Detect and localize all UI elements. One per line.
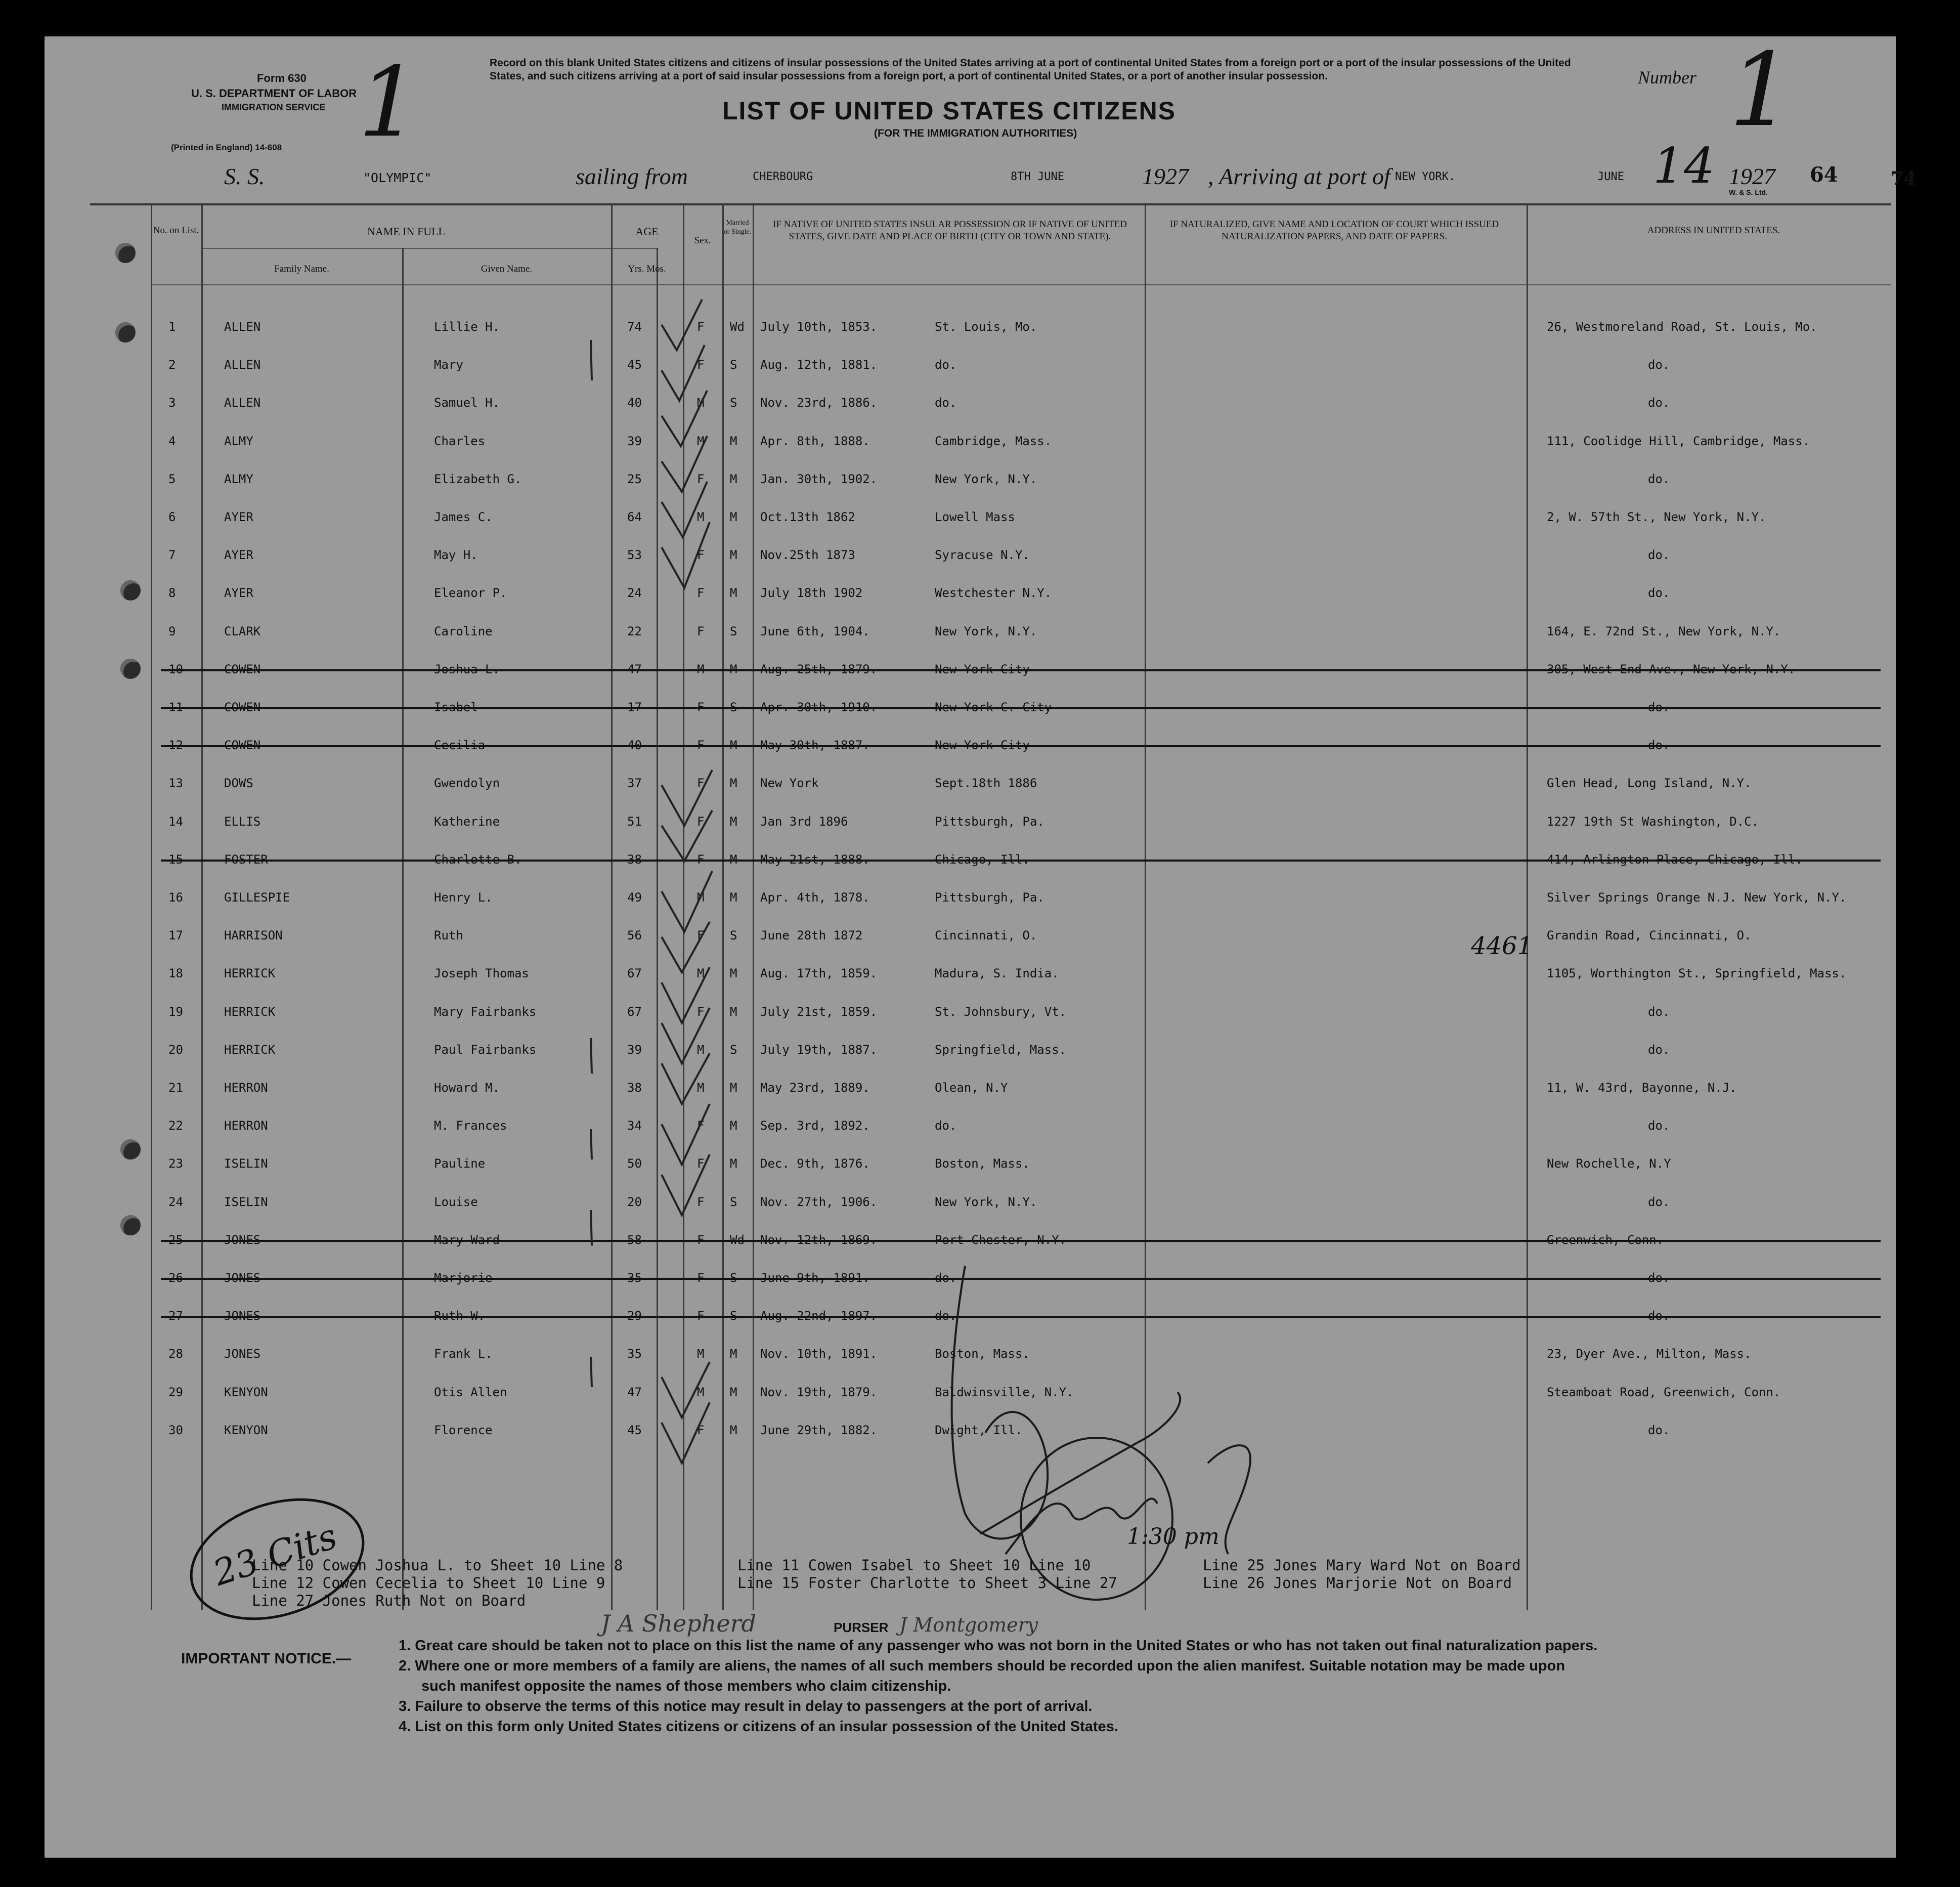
row-number: 30 bbox=[168, 1423, 183, 1437]
given-name: Charles bbox=[434, 434, 486, 448]
row-number: 20 bbox=[168, 1042, 183, 1057]
birth-date: Nov. 10th, 1891. bbox=[760, 1347, 878, 1361]
age: 74 bbox=[627, 320, 642, 334]
stamp-number: 64 bbox=[1810, 163, 1838, 187]
sex: F bbox=[697, 1004, 705, 1019]
marital-status: M bbox=[730, 814, 737, 829]
notice-item-2b: such manifest opposite the names of those members who claim citizenship. bbox=[421, 1678, 951, 1694]
row-number: 13 bbox=[168, 776, 183, 791]
row-number: 24 bbox=[168, 1194, 183, 1209]
punch-hole bbox=[115, 322, 136, 342]
birth-date: Dec. 9th, 1876. bbox=[760, 1156, 870, 1171]
family-name: HERRICK bbox=[224, 1042, 276, 1057]
instruction-text: Record on this blank United States citizens and citizens of insular possessions of the United States arriving at a port of continental United States from a foreign port or a port of the insular possessions of the United States, and such citizens arriving at a port of said insular possessions from a foreign port, a port of continental United States, or a port of another insular possession. bbox=[490, 57, 1571, 82]
punch-hole bbox=[120, 580, 141, 601]
family-name: KENYON bbox=[224, 1385, 268, 1399]
birth-date: Jan. 30th, 1902. bbox=[760, 471, 878, 486]
purser-signature-2: J Montgomery bbox=[899, 1614, 1038, 1636]
given-name: Mary Fairbanks bbox=[434, 1004, 537, 1019]
row-number: 8 bbox=[168, 586, 176, 601]
age: 64 bbox=[627, 510, 642, 524]
birth-place: St. Louis, Mo. bbox=[935, 320, 1037, 334]
age: 45 bbox=[627, 1423, 642, 1437]
purser-signature: J A Shepherd bbox=[601, 1610, 756, 1637]
birth-date: May 23rd, 1889. bbox=[760, 1081, 870, 1095]
age: 49 bbox=[627, 890, 642, 905]
us-address: do. bbox=[1648, 548, 1670, 563]
row-number: 7 bbox=[168, 548, 176, 563]
row-number: 18 bbox=[168, 966, 183, 981]
row-number: 6 bbox=[168, 510, 176, 524]
family-name: ALLEN bbox=[224, 396, 261, 410]
sex: F bbox=[697, 1194, 705, 1209]
marital-status: M bbox=[730, 890, 737, 905]
given-name: Frank L. bbox=[434, 1347, 493, 1361]
us-address: do. bbox=[1648, 1119, 1670, 1133]
family-name: ISELIN bbox=[224, 1194, 268, 1209]
row-number: 16 bbox=[168, 890, 183, 905]
purser-label: PURSER bbox=[834, 1620, 889, 1635]
family-name: ALMY bbox=[224, 471, 253, 486]
birth-place: New York, N.Y. bbox=[935, 624, 1037, 638]
side-number: 74 bbox=[1891, 168, 1917, 189]
birth-place: Baldwinsville, N.Y. bbox=[935, 1385, 1074, 1399]
birth-date: Apr. 8th, 1888. bbox=[760, 434, 870, 448]
col-divider bbox=[402, 248, 404, 1610]
age: 45 bbox=[627, 358, 642, 372]
birth-place: Lowell Mass bbox=[935, 510, 1015, 524]
birth-place: Pittsburgh, Pa. bbox=[935, 814, 1044, 829]
birth-date: June 6th, 1904. bbox=[760, 624, 870, 638]
marital-status: S bbox=[730, 358, 737, 372]
stamp-number-handwritten: 4461 bbox=[1471, 932, 1533, 960]
age: 39 bbox=[627, 434, 642, 448]
handwritten-signature-scribble bbox=[904, 1251, 1360, 1605]
age: 35 bbox=[627, 1347, 642, 1361]
us-address: Grandin Road, Cincinnati, O. bbox=[1547, 928, 1752, 943]
given-name: Henry L. bbox=[434, 890, 493, 905]
given-name: Lillie H. bbox=[434, 320, 500, 334]
row-number: 21 bbox=[168, 1081, 183, 1095]
punch-hole bbox=[115, 243, 136, 263]
age: 67 bbox=[627, 966, 642, 981]
citizen-count-handwritten: 23 Cits bbox=[208, 1515, 342, 1594]
given-name: Louise bbox=[434, 1194, 478, 1209]
note-2: Line 12 Cowen Cecelia to Sheet 10 Line 9 bbox=[252, 1574, 605, 1592]
sex: M bbox=[697, 1347, 705, 1361]
family-name: HERRON bbox=[224, 1081, 268, 1095]
table-header-rule bbox=[151, 284, 1891, 285]
family-name: KENYON bbox=[224, 1423, 268, 1437]
birth-date: Aug. 17th, 1859. bbox=[760, 966, 878, 981]
sex: F bbox=[697, 1119, 705, 1133]
strike-through-line bbox=[161, 1240, 1881, 1242]
us-address: Silver Springs Orange N.J. New York, N.Y. bbox=[1547, 890, 1847, 905]
marital-status: S bbox=[730, 1194, 737, 1209]
punch-hole bbox=[120, 1139, 141, 1160]
number-label: Number bbox=[1638, 67, 1696, 88]
given-name: Pauline bbox=[434, 1156, 486, 1171]
age-tick-marks bbox=[576, 340, 606, 1504]
given-name: Paul Fairbanks bbox=[434, 1042, 537, 1057]
strike-through-line bbox=[161, 669, 1881, 671]
sex: F bbox=[697, 471, 705, 486]
col-divider bbox=[1527, 203, 1528, 1610]
arriving-label: , Arriving at port of bbox=[1208, 163, 1390, 189]
us-address: do. bbox=[1648, 471, 1670, 486]
age: 50 bbox=[627, 1156, 642, 1171]
marital-status: M bbox=[730, 510, 737, 524]
sailing-from-label: sailing from bbox=[576, 163, 688, 189]
col-header-birth: IF NATIVE OF UNITED STATES INSULAR POSSESSION OR IF NATIVE OF UNITED STATES, GIVE DATE AND PLACE OF BIRTH (CITY OR TOWN AND STATE). bbox=[773, 219, 1127, 242]
us-address: 1227 19th St Washington, D.C. bbox=[1547, 814, 1759, 829]
marital-status: M bbox=[730, 1423, 737, 1437]
birth-place: Cambridge, Mass. bbox=[935, 434, 1052, 448]
age: 38 bbox=[627, 1081, 642, 1095]
us-address: do. bbox=[1648, 586, 1670, 601]
sex: F bbox=[697, 624, 705, 638]
form-subtitle: (FOR THE IMMIGRATION AUTHORITIES) bbox=[874, 127, 1077, 139]
sex: M bbox=[697, 966, 705, 981]
arrival-port: NEW YORK. bbox=[1395, 170, 1456, 183]
family-name: CLARK bbox=[224, 624, 261, 638]
us-address: 26, Westmoreland Road, St. Louis, Mo. bbox=[1547, 320, 1817, 334]
marital-status: M bbox=[730, 548, 737, 563]
given-name: M. Frances bbox=[434, 1119, 507, 1133]
age: 56 bbox=[627, 928, 642, 943]
age: 20 bbox=[627, 1194, 642, 1209]
age: 39 bbox=[627, 1042, 642, 1057]
col-header-naturalized: IF NATURALIZED, GIVE NAME AND LOCATION OF COURT WHICH ISSUED NATURALIZATION PAPERS, AND DATE OF PAPERS. bbox=[1169, 219, 1499, 242]
birth-date: July 19th, 1887. bbox=[760, 1042, 878, 1057]
manifest-page bbox=[45, 31, 1917, 1858]
row-number: 5 bbox=[168, 471, 176, 486]
sex: F bbox=[697, 358, 705, 372]
given-name: Joseph Thomas bbox=[434, 966, 529, 981]
year-1: 1927 bbox=[1142, 163, 1189, 189]
sex: F bbox=[697, 320, 705, 334]
ship-name: "OLYMPIC" bbox=[363, 170, 432, 185]
col-header-family: Family Name. bbox=[274, 264, 329, 274]
age: 37 bbox=[627, 776, 642, 791]
marital-status: S bbox=[730, 928, 737, 943]
note-3: Line 27 Jones Ruth Not on Board bbox=[252, 1592, 526, 1609]
row-number: 22 bbox=[168, 1119, 183, 1133]
family-name: ALLEN bbox=[224, 320, 261, 334]
given-name: Howard M. bbox=[434, 1081, 500, 1095]
marital-status: M bbox=[730, 1004, 737, 1019]
birth-place: Springfield, Mass. bbox=[935, 1042, 1067, 1057]
ss-label: S. S. bbox=[224, 163, 265, 189]
printed-note: (Printed in England) 14-608 bbox=[171, 143, 282, 152]
time-handwritten: 1:30 pm bbox=[1127, 1524, 1219, 1550]
us-address: Steamboat Road, Greenwich, Conn. bbox=[1547, 1385, 1781, 1399]
sex: F bbox=[697, 928, 705, 943]
us-address: 1105, Worthington St., Springfield, Mass. bbox=[1547, 966, 1847, 981]
given-name: Samuel H. bbox=[434, 396, 500, 410]
col-header-age: AGE bbox=[635, 225, 659, 238]
sex: F bbox=[697, 1423, 705, 1437]
col-header-name: NAME IN FULL bbox=[367, 225, 445, 238]
birth-place: Boston, Mass. bbox=[935, 1347, 1030, 1361]
row-number: 1 bbox=[168, 320, 176, 334]
age: 51 bbox=[627, 814, 642, 829]
marital-status: M bbox=[730, 1119, 737, 1133]
notice-heading: IMPORTANT NOTICE.— bbox=[181, 1650, 352, 1667]
col-divider bbox=[151, 203, 152, 1610]
marital-status: Wd bbox=[730, 320, 745, 334]
family-name: GILLESPIE bbox=[224, 890, 290, 905]
us-address: 111, Coolidge Hill, Cambridge, Mass. bbox=[1547, 434, 1810, 448]
row-number: 2 bbox=[168, 358, 176, 372]
arrival-month: JUNE bbox=[1597, 170, 1624, 183]
birth-date: Nov. 19th, 1879. bbox=[760, 1385, 878, 1399]
from-port: CHERBOURG bbox=[753, 170, 813, 183]
birth-date: Nov.25th 1873 bbox=[760, 548, 855, 563]
birth-date: July 21st, 1859. bbox=[760, 1004, 878, 1019]
notice-item-4: 4. List on this form only United States citizens or citizens of an insular possession of the United States. bbox=[399, 1719, 1118, 1735]
col-header-sex: Sex. bbox=[694, 235, 711, 246]
row-number: 23 bbox=[168, 1156, 183, 1171]
birth-date: New York bbox=[760, 776, 819, 791]
marital-status: M bbox=[730, 1081, 737, 1095]
given-name: Florence bbox=[434, 1423, 493, 1437]
col-header-married: Married or Single. bbox=[723, 219, 752, 236]
sex: M bbox=[697, 1385, 705, 1399]
printer-mark: W. & S. Ltd. bbox=[1729, 188, 1768, 196]
col-divider bbox=[611, 203, 613, 1610]
sex: F bbox=[697, 776, 705, 791]
us-address: 2, W. 57th St., New York, N.Y. bbox=[1547, 510, 1766, 524]
us-address: Glen Head, Long Island, N.Y. bbox=[1547, 776, 1752, 791]
given-name: Otis Allen bbox=[434, 1385, 507, 1399]
birth-place: Boston, Mass. bbox=[935, 1156, 1030, 1171]
birth-date: June 28th 1872 bbox=[760, 928, 863, 943]
us-address: do. bbox=[1648, 1004, 1670, 1019]
marital-status: M bbox=[730, 471, 737, 486]
notice-item-1: 1. Great care should be taken not to place on this list the name of any passenger who was not born in the United States or who has not taken out final naturalization papers. bbox=[399, 1638, 1598, 1654]
age: 40 bbox=[627, 396, 642, 410]
given-name: Ruth bbox=[434, 928, 463, 943]
marital-status: S bbox=[730, 396, 737, 410]
col-header-no: No. on List. bbox=[153, 225, 199, 236]
family-name: ALLEN bbox=[224, 358, 261, 372]
service: IMMIGRATION SERVICE bbox=[222, 102, 326, 112]
strike-through-line bbox=[161, 860, 1881, 862]
sex: M bbox=[697, 510, 705, 524]
sex: F bbox=[697, 548, 705, 563]
us-address: 11, W. 43rd, Bayonne, N.J. bbox=[1547, 1081, 1737, 1095]
note-7: Line 26 Jones Marjorie Not on Board bbox=[1203, 1574, 1512, 1592]
age: 53 bbox=[627, 548, 642, 563]
family-name: ELLIS bbox=[224, 814, 261, 829]
us-address: do. bbox=[1648, 1423, 1670, 1437]
row-number: 29 bbox=[168, 1385, 183, 1399]
birth-place: Cincinnati, O. bbox=[935, 928, 1037, 943]
note-4: Line 11 Cowen Isabel to Sheet 10 Line 10 bbox=[737, 1557, 1091, 1574]
birth-place: Syracuse N.Y. bbox=[935, 548, 1030, 563]
birth-place: Sept.18th 1886 bbox=[935, 776, 1037, 791]
us-address: do. bbox=[1648, 1042, 1670, 1057]
age: 67 bbox=[627, 1004, 642, 1019]
row-number: 28 bbox=[168, 1347, 183, 1361]
birth-place: Westchester N.Y. bbox=[935, 586, 1052, 601]
age: 34 bbox=[627, 1119, 642, 1133]
birth-date: Oct.13th 1862 bbox=[760, 510, 855, 524]
birth-place: do. bbox=[935, 358, 957, 372]
given-name: Gwendolyn bbox=[434, 776, 500, 791]
marital-status: M bbox=[730, 586, 737, 601]
marital-status: M bbox=[730, 1347, 737, 1361]
age: 47 bbox=[627, 1385, 642, 1399]
strike-through-line bbox=[161, 707, 1881, 709]
age: 22 bbox=[627, 624, 642, 638]
given-name: Katherine bbox=[434, 814, 500, 829]
family-name: HERRON bbox=[224, 1119, 268, 1133]
strike-through-line bbox=[161, 745, 1881, 747]
sex: M bbox=[697, 434, 705, 448]
family-name: ISELIN bbox=[224, 1156, 268, 1171]
marital-status: M bbox=[730, 1385, 737, 1399]
us-address: do. bbox=[1648, 396, 1670, 410]
birth-place: Madura, S. India. bbox=[935, 966, 1059, 981]
sheet-number-handwritten: 1 bbox=[358, 47, 419, 158]
row-number: 19 bbox=[168, 1004, 183, 1019]
form-number: Form 630 bbox=[257, 72, 307, 84]
number-value: 1 bbox=[1729, 31, 1794, 149]
name-subheader-rule bbox=[201, 248, 657, 249]
given-name: Elizabeth G. bbox=[434, 471, 522, 486]
birth-date: Nov. 23rd, 1886. bbox=[760, 396, 878, 410]
family-name: AYER bbox=[224, 586, 253, 601]
sex: M bbox=[697, 1042, 705, 1057]
birth-place: do. bbox=[935, 396, 957, 410]
marital-status: M bbox=[730, 776, 737, 791]
birth-date: Sep. 3rd, 1892. bbox=[760, 1119, 870, 1133]
us-address: 23, Dyer Ave., Milton, Mass. bbox=[1547, 1347, 1752, 1361]
marital-status: M bbox=[730, 1156, 737, 1171]
given-name: Mary bbox=[434, 358, 463, 372]
birth-place: do. bbox=[935, 1119, 957, 1133]
birth-place: Pittsburgh, Pa. bbox=[935, 890, 1044, 905]
family-name: JONES bbox=[224, 1347, 261, 1361]
marital-status: S bbox=[730, 624, 737, 638]
family-name: AYER bbox=[224, 548, 253, 563]
sex: M bbox=[697, 1081, 705, 1095]
birth-date: June 29th, 1882. bbox=[760, 1423, 878, 1437]
family-name: AYER bbox=[224, 510, 253, 524]
family-name: DOWS bbox=[224, 776, 253, 791]
col-header-given: Given Name. bbox=[481, 264, 533, 274]
check-marks bbox=[641, 264, 773, 1498]
birth-date: Apr. 4th, 1878. bbox=[760, 890, 870, 905]
birth-place: St. Johnsbury, Vt. bbox=[935, 1004, 1067, 1019]
punch-hole bbox=[120, 659, 141, 679]
birth-date: Nov. 27th, 1906. bbox=[760, 1194, 878, 1209]
table-top-rule bbox=[90, 203, 1891, 205]
col-header-address: ADDRESS IN UNITED STATES. bbox=[1647, 225, 1780, 236]
form-title: LIST OF UNITED STATES CITIZENS bbox=[722, 97, 1177, 125]
row-number: 17 bbox=[168, 928, 183, 943]
note-6: Line 25 Jones Mary Ward Not on Board bbox=[1203, 1557, 1521, 1574]
family-name: HERRICK bbox=[224, 966, 276, 981]
us-address: 164, E. 72nd St., New York, N.Y. bbox=[1547, 624, 1781, 638]
us-address: do. bbox=[1648, 358, 1670, 372]
family-name: ALMY bbox=[224, 434, 253, 448]
us-address: New Rochelle, N.Y bbox=[1547, 1156, 1671, 1171]
marital-status: S bbox=[730, 1042, 737, 1057]
sail-date: 8TH JUNE bbox=[1011, 170, 1064, 183]
marital-status: M bbox=[730, 434, 737, 448]
row-number: 14 bbox=[168, 814, 183, 829]
age: 24 bbox=[627, 586, 642, 601]
sex: M bbox=[697, 396, 705, 410]
birth-place: New York, N.Y. bbox=[935, 471, 1037, 486]
birth-place: Dwight, Ill. bbox=[935, 1423, 1023, 1437]
given-name: Caroline bbox=[434, 624, 493, 638]
row-number: 3 bbox=[168, 396, 176, 410]
sex: F bbox=[697, 586, 705, 601]
birth-date: Aug. 12th, 1881. bbox=[760, 358, 878, 372]
family-name: HERRICK bbox=[224, 1004, 276, 1019]
arrival-day: 14 bbox=[1653, 138, 1715, 194]
birth-place: Olean, N.Y bbox=[935, 1081, 1008, 1095]
family-name: HARRISON bbox=[224, 928, 283, 943]
marital-status: M bbox=[730, 966, 737, 981]
notice-item-2: 2. Where one or more members of a family are aliens, the names of all such members should be recorded upon the alien manifest. Suitable notation may be made upon bbox=[399, 1658, 1565, 1674]
given-name: May H. bbox=[434, 548, 478, 563]
us-address: do. bbox=[1648, 1194, 1670, 1209]
given-name: Eleanor P. bbox=[434, 586, 507, 601]
row-number: 9 bbox=[168, 624, 176, 638]
notice-item-3: 3. Failure to observe the terms of this notice may result in delay to passengers at the port of arrival. bbox=[399, 1698, 1093, 1714]
note-1: Line 10 Cowen Joshua L. to Sheet 10 Line 8 bbox=[252, 1557, 623, 1574]
note-5: Line 15 Foster Charlotte to Sheet 3 Line 27 bbox=[737, 1574, 1117, 1592]
punch-hole bbox=[120, 1215, 141, 1235]
col-header-yrs-mos: Yrs. Mos. bbox=[628, 264, 666, 274]
row-number: 4 bbox=[168, 434, 176, 448]
sex: M bbox=[697, 890, 705, 905]
birth-date: Jan 3rd 1896 bbox=[760, 814, 848, 829]
age: 25 bbox=[627, 471, 642, 486]
year-2: 1927 bbox=[1729, 163, 1775, 189]
sex: F bbox=[697, 1156, 705, 1171]
sex: F bbox=[697, 814, 705, 829]
birth-date: July 18th 1902 bbox=[760, 586, 863, 601]
birth-place: New York, N.Y. bbox=[935, 1194, 1037, 1209]
given-name: James C. bbox=[434, 510, 493, 524]
department: U. S. DEPARTMENT OF LABOR bbox=[191, 87, 357, 100]
col-divider bbox=[201, 203, 203, 1610]
birth-date: July 10th, 1853. bbox=[760, 320, 878, 334]
